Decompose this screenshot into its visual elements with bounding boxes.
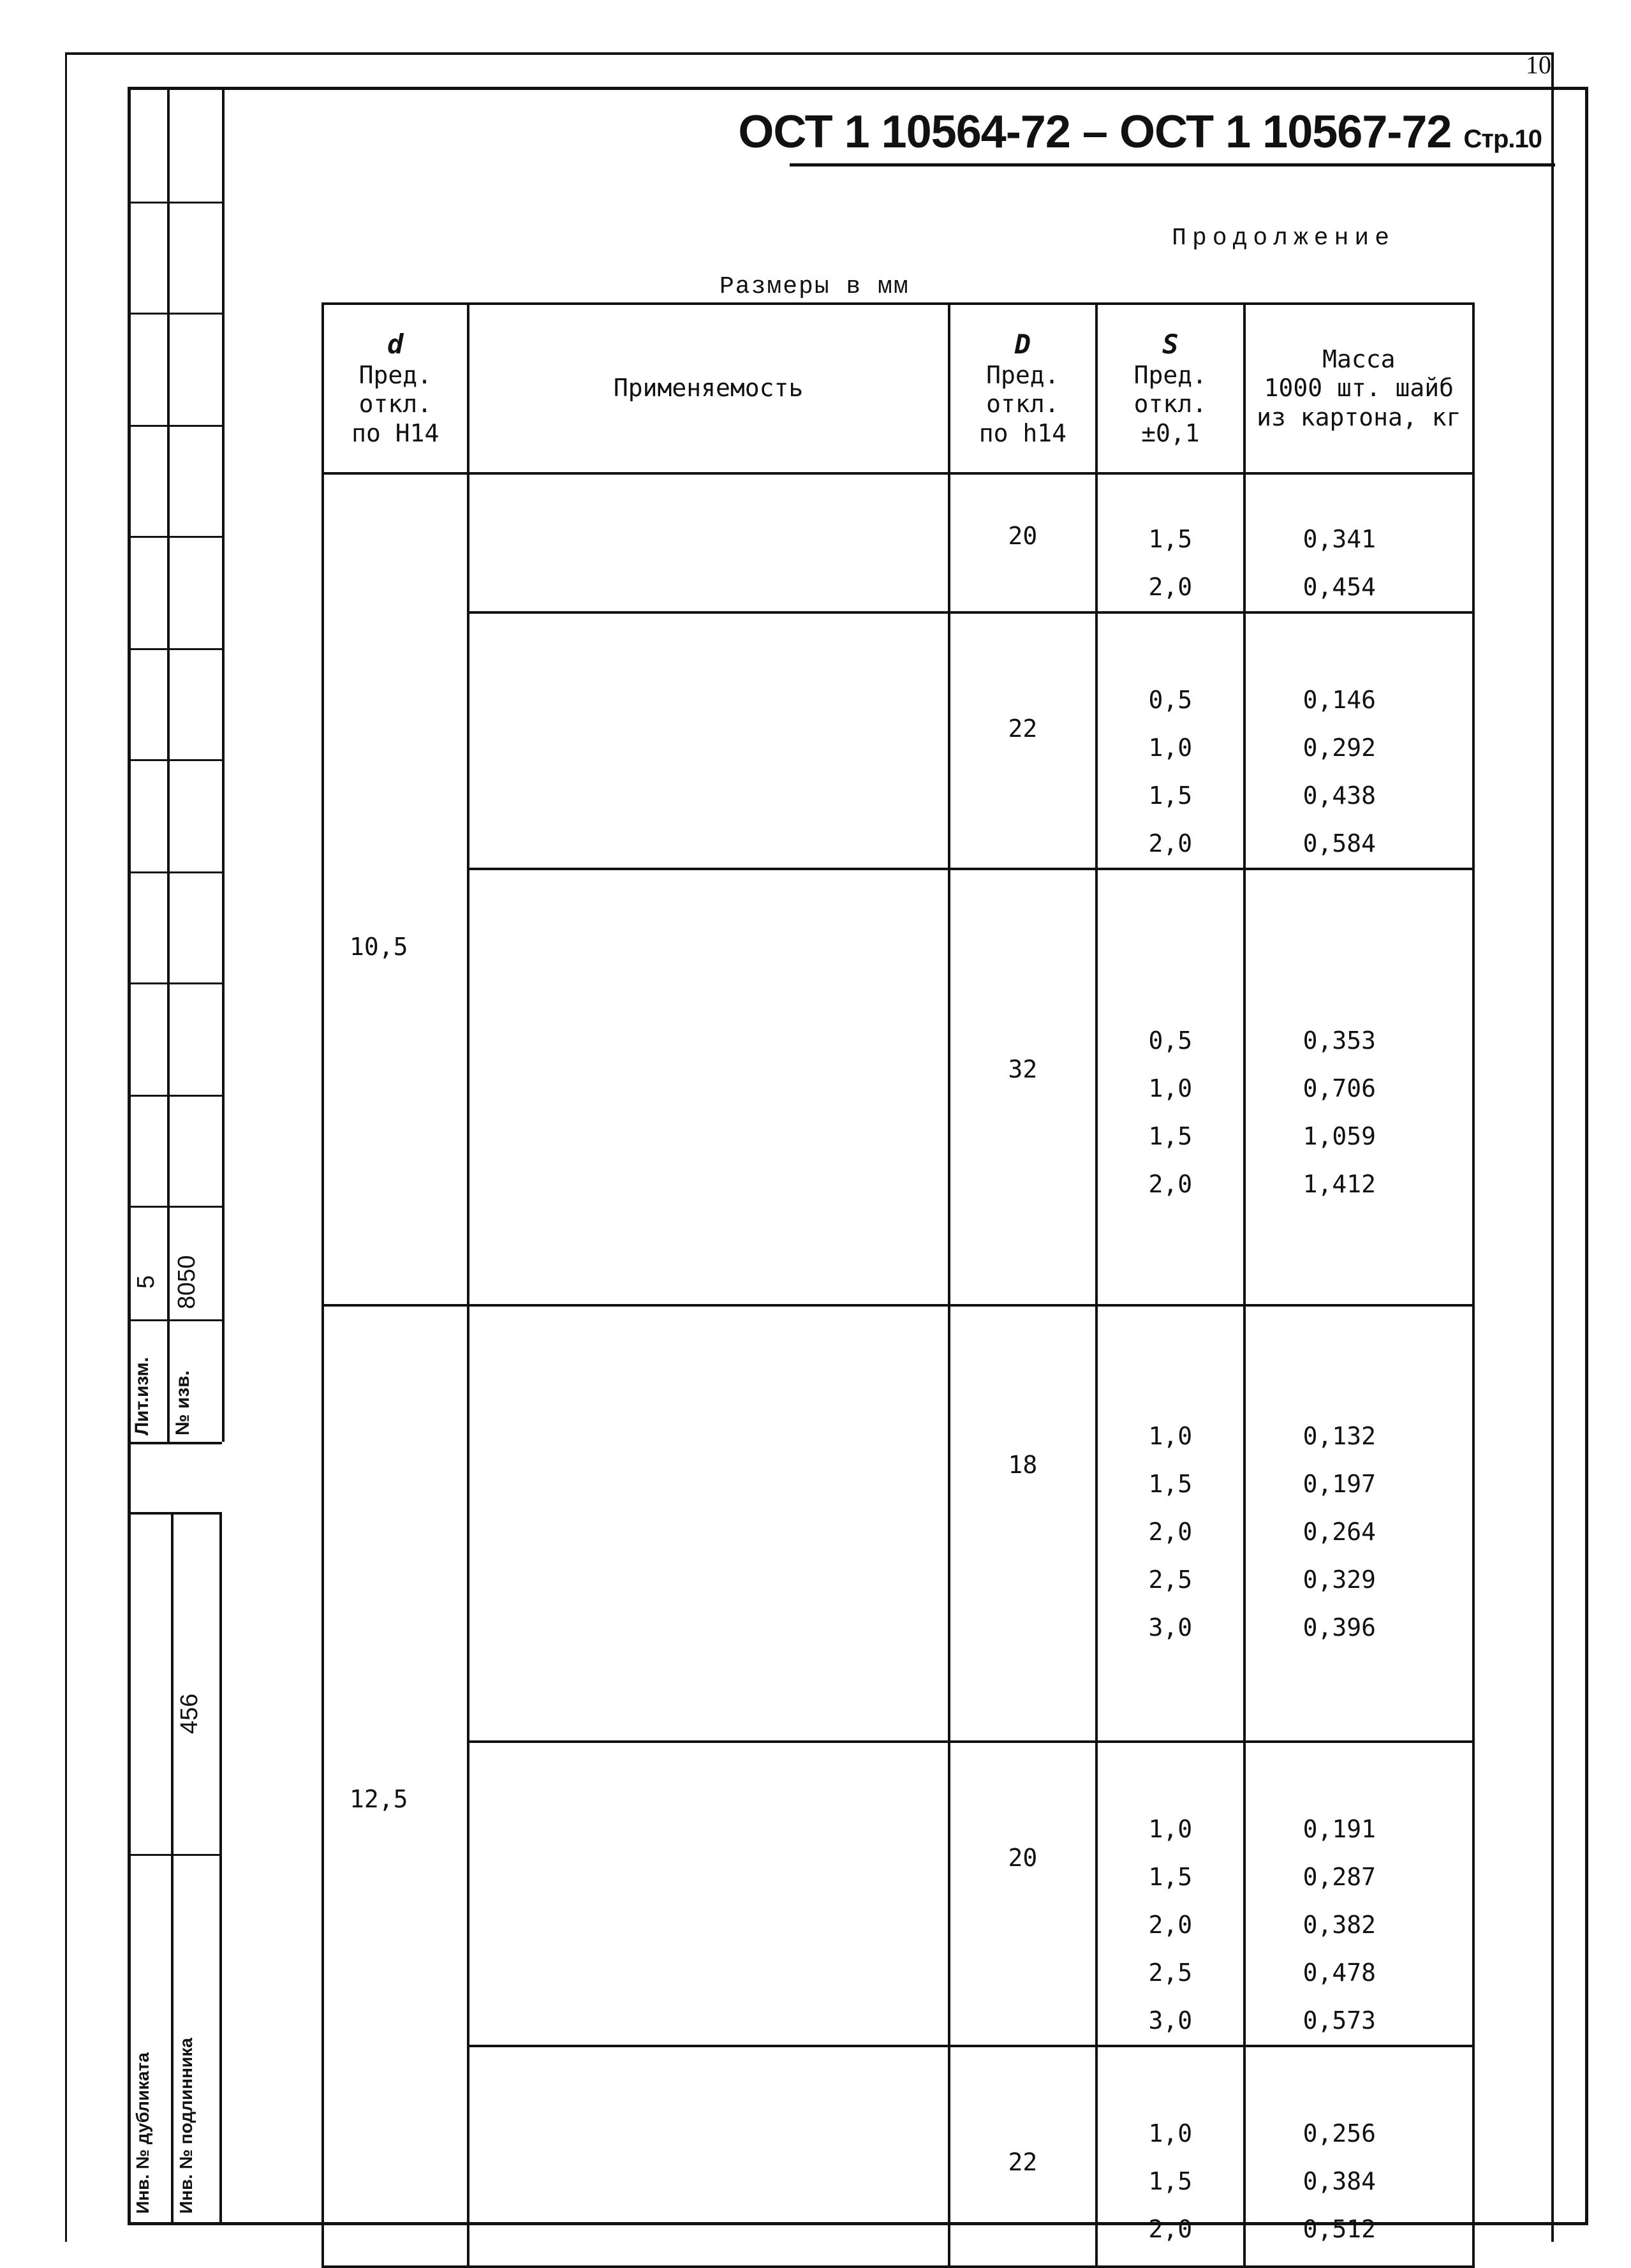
mass-value: 0,384 xyxy=(1303,2167,1376,2195)
document-title xyxy=(738,106,1542,158)
s-value: 2,0 xyxy=(1148,573,1193,601)
table-row xyxy=(323,869,1473,1305)
mass-value: 0,382 xyxy=(1303,1911,1376,1939)
table-row xyxy=(323,1305,1473,1742)
cell-applicability xyxy=(468,1305,949,1742)
podlinnik-value: 456 xyxy=(176,1693,203,1734)
s-value: 0,5 xyxy=(1148,1027,1193,1055)
s-value: 1,0 xyxy=(1148,2119,1193,2147)
lit-izm-label: Лит.изм. xyxy=(131,1356,152,1435)
title-main: ОСТ 1 10564-72 – ОСТ 1 10567-72 xyxy=(738,107,1452,158)
s-value: 3,0 xyxy=(1148,1613,1193,1642)
s-value: 2,0 xyxy=(1148,1518,1193,1546)
cell-d: 12,5 xyxy=(323,1305,468,2267)
s-value: 2,5 xyxy=(1148,1566,1193,1594)
s-value: 0,5 xyxy=(1148,686,1193,714)
cell-mass xyxy=(1244,1305,1473,1742)
mass-value: 1,412 xyxy=(1303,1170,1376,1198)
mass-value: 0,287 xyxy=(1303,1863,1376,1891)
mass-value: 0,256 xyxy=(1303,2119,1376,2147)
s-value: 1,5 xyxy=(1148,1122,1193,1150)
no-izv-value: 8050 xyxy=(173,1255,200,1309)
s-value: 1,5 xyxy=(1148,1470,1193,1498)
mass-value: 1,059 xyxy=(1303,1122,1376,1150)
frame-left-line xyxy=(65,55,67,2242)
units-label: Размеры в мм xyxy=(720,273,910,300)
cell-D: 18 xyxy=(949,1305,1097,1742)
strip-divider-upper xyxy=(167,87,170,1442)
cell-D: 32 xyxy=(949,869,1097,1305)
mass-value: 0,353 xyxy=(1303,1027,1376,1055)
mass-value: 0,191 xyxy=(1303,1815,1376,1843)
cell-D: 22 xyxy=(949,2046,1097,2267)
cell-d: 10,5 xyxy=(323,473,468,1305)
mass-value: 0,264 xyxy=(1303,1518,1376,1546)
cell-applicability xyxy=(468,869,949,1305)
page-number: 10 xyxy=(1526,50,1551,79)
s-value: 1,5 xyxy=(1148,525,1193,553)
table-header-row xyxy=(323,304,1473,473)
mass-value: 0,292 xyxy=(1303,734,1376,762)
cell-D: 20 xyxy=(949,473,1097,612)
mass-value: 0,478 xyxy=(1303,1959,1376,1987)
strip-upper-box xyxy=(128,87,225,1442)
cell-S xyxy=(1096,1742,1244,2046)
cell-S xyxy=(1096,612,1244,869)
cell-mass xyxy=(1244,612,1473,869)
mass-value: 0,454 xyxy=(1303,573,1376,601)
table-row xyxy=(323,612,1473,869)
mass-value: 0,573 xyxy=(1303,2006,1376,2035)
cell-mass xyxy=(1244,2046,1473,2267)
s-value: 1,0 xyxy=(1148,1815,1193,1843)
cell-S xyxy=(1096,1305,1244,1742)
mass-value: 0,146 xyxy=(1303,686,1376,714)
s-value: 2,0 xyxy=(1148,1170,1193,1198)
cell-S xyxy=(1096,2046,1244,2267)
cell-mass xyxy=(1244,869,1473,1305)
s-value: 2,0 xyxy=(1148,2215,1193,2243)
cell-applicability xyxy=(468,612,949,869)
title-underline xyxy=(790,163,1555,167)
lit-izm-value: 5 xyxy=(133,1275,159,1289)
s-value: 1,0 xyxy=(1148,1422,1193,1450)
s-value: 1,0 xyxy=(1148,734,1193,762)
cell-mass xyxy=(1244,473,1473,612)
header-mass: Масса 1000 шт. шайб из картона, кг xyxy=(1244,304,1473,473)
cell-D: 22 xyxy=(949,612,1097,869)
table-row xyxy=(323,473,1473,612)
strip-divider-lower xyxy=(171,1512,173,2225)
cell-S xyxy=(1096,869,1244,1305)
table-row xyxy=(323,1742,1473,2046)
mass-value: 0,132 xyxy=(1303,1422,1376,1450)
s-value: 3,0 xyxy=(1148,2006,1193,2035)
mass-value: 0,396 xyxy=(1303,1613,1376,1642)
cell-S xyxy=(1096,473,1244,612)
frame-top-line xyxy=(65,52,1551,55)
mass-value: 0,706 xyxy=(1303,1074,1376,1102)
continuation-label: Продолжение xyxy=(1172,225,1395,252)
s-value: 2,5 xyxy=(1148,1959,1193,1987)
s-value: 2,0 xyxy=(1148,1911,1193,1939)
s-value: 2,0 xyxy=(1148,829,1193,857)
cell-applicability xyxy=(468,2046,949,2267)
header-d: d Пред. откл. по Н14 xyxy=(323,304,468,473)
mass-value: 0,197 xyxy=(1303,1470,1376,1498)
cell-D: 20 xyxy=(949,1742,1097,2046)
mass-value: 0,584 xyxy=(1303,829,1376,857)
cell-mass xyxy=(1244,1742,1473,2046)
header-S: S Пред. откл. ±0,1 xyxy=(1096,304,1244,473)
mass-value: 0,341 xyxy=(1303,525,1376,553)
podlinnik-label: Инв. № подлинника xyxy=(176,2038,196,2214)
cell-applicability xyxy=(468,473,949,612)
header-D: D Пред. откл. по h14 xyxy=(949,304,1097,473)
washer-table xyxy=(321,302,1475,2268)
dublikat-label: Инв. № дубликата xyxy=(133,2052,152,2214)
s-value: 1,5 xyxy=(1148,1863,1193,1891)
title-page: Стр.10 xyxy=(1463,125,1542,153)
table-row xyxy=(323,2046,1473,2267)
s-value: 1,0 xyxy=(1148,1074,1193,1102)
header-applicability: Применяемость xyxy=(468,304,949,473)
s-value: 1,5 xyxy=(1148,782,1193,810)
mass-value: 0,512 xyxy=(1303,2215,1376,2243)
no-izv-label: № изв. xyxy=(172,1370,193,1435)
s-value: 1,5 xyxy=(1148,2167,1193,2195)
cell-applicability xyxy=(468,1742,949,2046)
mass-value: 0,329 xyxy=(1303,1566,1376,1594)
mass-value: 0,438 xyxy=(1303,782,1376,810)
